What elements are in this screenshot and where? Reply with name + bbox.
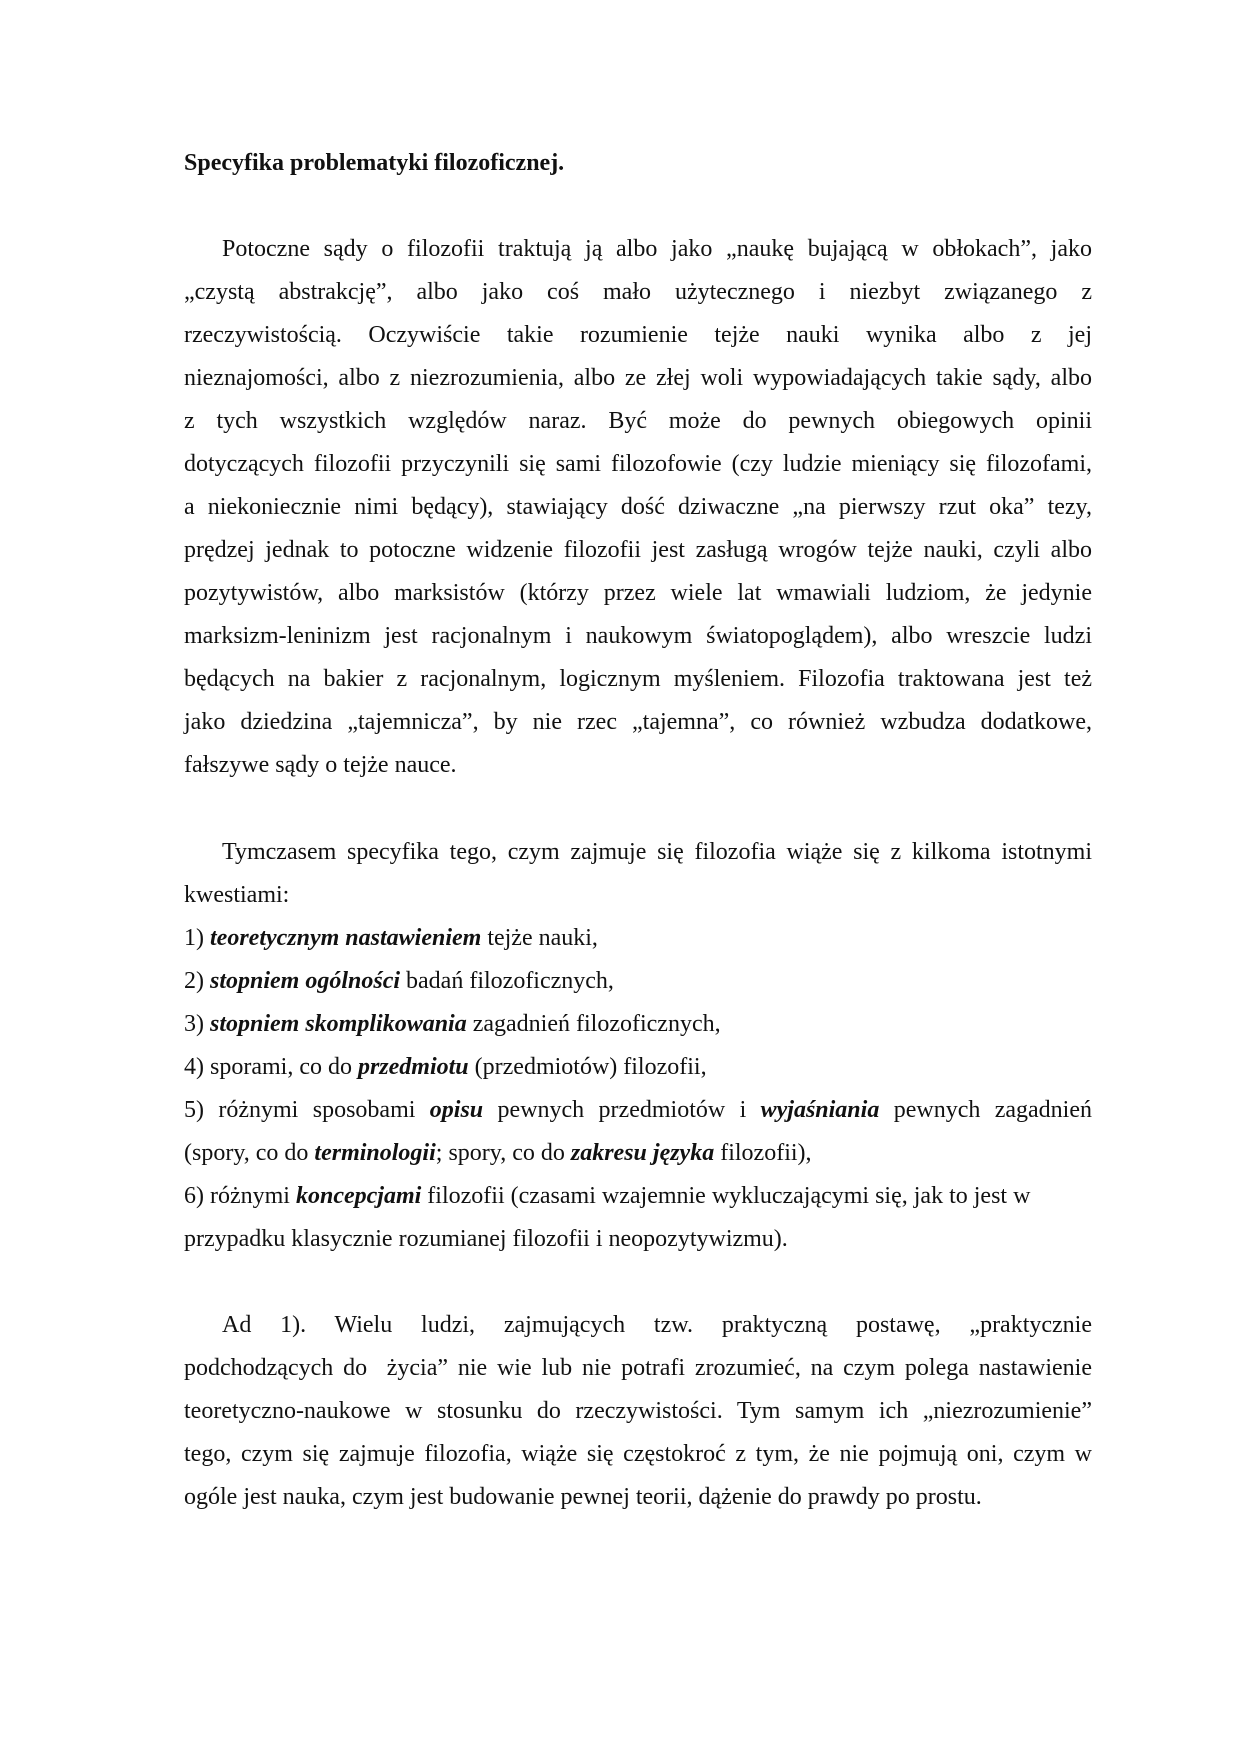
list-item: 5) różnymi sposobami opisu pewnych przedmiotów i wyjaśniania pewnych zagadnień bbox=[184, 1097, 1093, 1123]
text-line: nieznajomości, albo z niezrozumienia, albo ze złej woli wypowiadających takie sądy, albo bbox=[184, 365, 1092, 391]
paragraph-1 bbox=[184, 228, 1092, 787]
list-item-continuation: (spory, co do terminologii; spory, co do zakresu języka filozofii), bbox=[184, 1140, 812, 1166]
text-line: rzeczywistością. Oczywiście takie rozumienie tejże nauki wynika albo z jej bbox=[184, 322, 1092, 348]
text-line: Tymczasem specyfika tego, czym zajmuje się filozofia wiąże się z kilkoma istotnymi bbox=[222, 839, 1092, 865]
text-line: teoretyczno-naukowe w stosunku do rzeczywistości. Tym samym ich „niezrozumienie” bbox=[184, 1398, 1092, 1424]
text-line: Potoczne sądy o filozofii traktują ją albo jako „naukę bujającą w obłokach”, jako bbox=[222, 236, 1092, 262]
text-line: pozytywistów, albo marksistów (którzy przez wiele lat wmawiali ludziom, że jedynie bbox=[184, 580, 1092, 606]
document-title: Specyfika problematyki filozoficznej. bbox=[184, 150, 565, 176]
text-line: fałszywe sądy o tejże nauce. bbox=[184, 752, 457, 778]
text-line: prędzej jednak to potoczne widzenie filozofii jest zasługą wrogów tejże nauki, czyli albo bbox=[184, 537, 1092, 563]
list-item: 2) stopniem ogólności badań filozoficznych, bbox=[184, 968, 614, 994]
text-line: kwestiami: bbox=[184, 882, 290, 908]
paragraph-3 bbox=[184, 1304, 1092, 1519]
list-item: 6) różnymi koncepcjami filozofii (czasami wzajemnie wykluczającymi się, jak to jest w bbox=[184, 1183, 1031, 1209]
text-line: tego, czym się zajmuje filozofia, wiąże się częstokroć z tym, że nie pojmują oni, czym w bbox=[184, 1441, 1092, 1467]
text-line: dotyczących filozofii przyczynili się sami filozofowie (czy ludzie mieniący się filozofami, bbox=[184, 451, 1092, 477]
text-line: będących na bakier z racjonalnym, logicznym myśleniem. Filozofia traktowana jest też bbox=[184, 666, 1092, 692]
list-item: 3) stopniem skomplikowania zagadnień filozoficznych, bbox=[184, 1011, 721, 1037]
text-line: marksizm-leninizm jest racjonalnym i naukowym światopoglądem), albo wreszcie ludzi bbox=[184, 623, 1092, 649]
list-item-continuation: przypadku klasycznie rozumianej filozofii i neopozytywizmu). bbox=[184, 1226, 788, 1252]
list-item: 4) sporami, co do przedmiotu (przedmiotów) filozofii, bbox=[184, 1054, 707, 1080]
text-line: jako dziedzina „tajemnicza”, by nie rzec „tajemna”, co również wzbudza dodatkowe, bbox=[184, 709, 1092, 735]
text-line: podchodzących do życia” nie wie lub nie potrafi zrozumieć, na czym polega nastawienie bbox=[184, 1355, 1092, 1381]
text-line: ogóle jest nauka, czym jest budowanie pewnej teorii, dążenie do prawdy po prostu. bbox=[184, 1484, 982, 1510]
list-item: 1) teoretycznym nastawieniem tejże nauki, bbox=[184, 925, 598, 951]
text-line: a niekoniecznie nimi będący), stawiający dość dziwaczne „na pierwszy rzut oka” tezy, bbox=[184, 494, 1092, 520]
text-line: Ad 1). Wielu ludzi, zajmujących tzw. praktyczną postawę, „praktycznie bbox=[222, 1312, 1092, 1338]
text-line: z tych wszystkich względów naraz. Być może do pewnych obiegowych opinii bbox=[184, 408, 1092, 434]
paragraph-2 bbox=[184, 831, 1092, 1261]
text-line: „czystą abstrakcję”, albo jako coś mało użytecznego i niezbyt związanego z bbox=[184, 279, 1092, 305]
